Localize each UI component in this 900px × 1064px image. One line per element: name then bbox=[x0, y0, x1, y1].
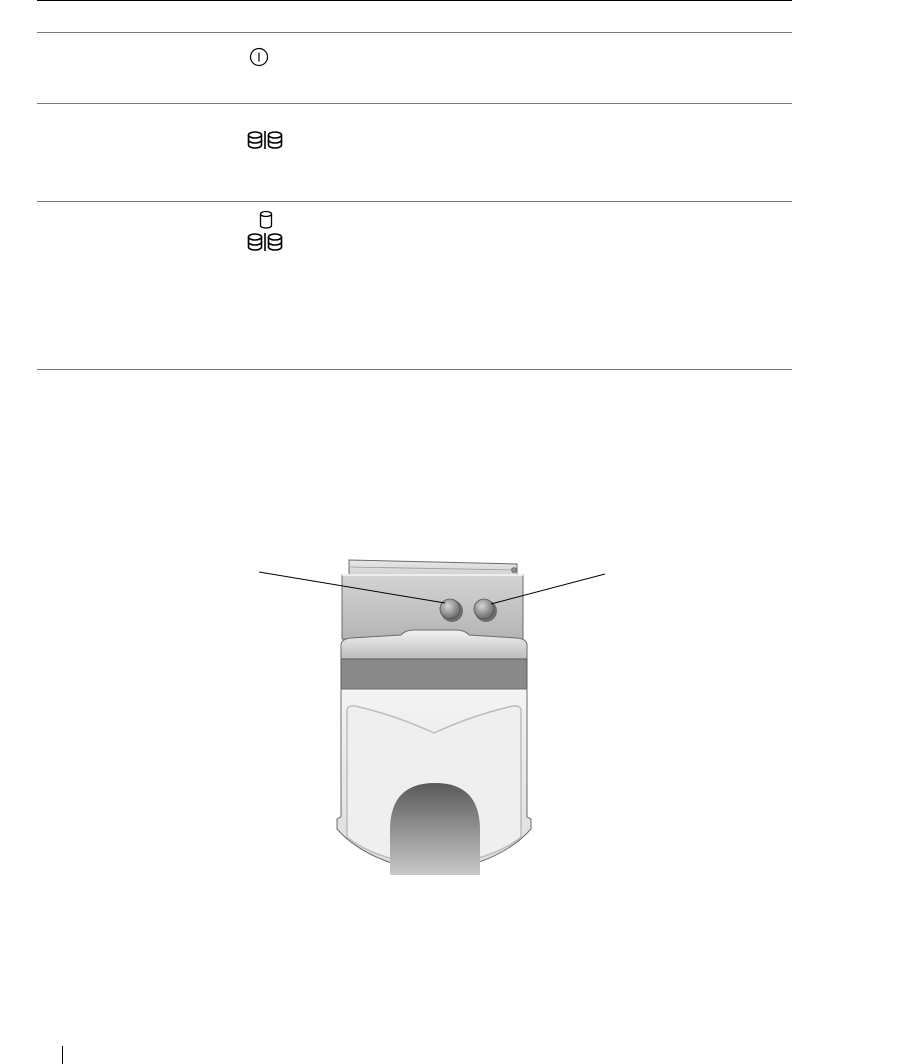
table-bottom-rule bbox=[37, 369, 792, 370]
carrier-grip-opening bbox=[390, 783, 480, 875]
table-header-rule bbox=[37, 32, 792, 33]
table-top-rule bbox=[37, 0, 792, 1]
hard-drive-icon bbox=[258, 210, 274, 230]
hard-drive-carrier-illustration bbox=[255, 555, 615, 885]
raid-drives-icon bbox=[244, 232, 286, 252]
raid-drives-icon bbox=[244, 130, 286, 150]
table-row-divider-1 bbox=[37, 103, 792, 104]
power-icon bbox=[249, 47, 269, 67]
carrier-band bbox=[341, 659, 527, 689]
table-row-divider-2 bbox=[37, 201, 792, 202]
page-margin-marker bbox=[62, 1046, 63, 1064]
